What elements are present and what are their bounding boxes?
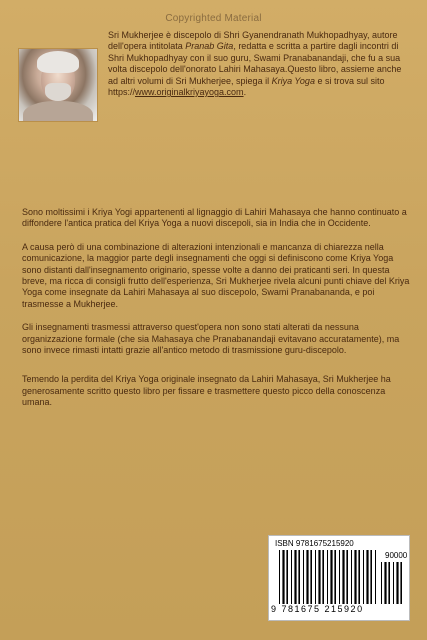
bio-text-4: .	[243, 87, 247, 98]
bio-kriya-yoga: Kriya Yoga	[271, 75, 315, 86]
barcode-bars-icon	[279, 550, 377, 604]
isbn-label: ISBN 9781675215920	[275, 539, 354, 548]
price-code: 90000	[385, 551, 408, 560]
bio-pranab-gita: Pranab Gita	[185, 41, 234, 52]
blurb	[22, 207, 412, 421]
photo-hair	[37, 51, 79, 73]
author-bio	[108, 30, 408, 98]
addon-barcode-bars-icon	[381, 562, 405, 604]
bio-text-2: , redatta e scritta a partire dagli incontri di Shri Mukhopadhyay con il suo guru, Swami Pranabanandaji, che fu a sua volta discepolo dell'onorato Lahiri Mahasaya.Questo libro, assieme anche ad altri volumi di Sri Mukherjee, spiega il	[108, 41, 402, 86]
bio-text-1: Sri Mukherjee è discepolo di Shri Gyanendranath Mukhopadhyay, autore dell'opera intitolata	[108, 30, 398, 52]
blurb-paragraph-1: Sono moltissimi i Kriya Yogi appartenenti al lignaggio di Lahiri Mahasaya che hanno continuato a diffondere l'antica pratica del Kriya Yoga a nuovi discepoli, sia in India che in Occidente.	[22, 207, 407, 229]
blurb-paragraph-2: A causa però di una combinazione di alterazioni intenzionali e mancanza di chiarezza nella comunicazione, la maggior parte degli insegnamenti che oggi si definiscono come Kriya Yoga sono distanti dall'insegnamento originario, spesse volte a danno dei praticanti seri. In questa breve, ma ricca di consigli frutto dell'esperienza, Sri Mukherjee rivela alcuni punti chiave del Kriya Yoga come insegnate da Lahiri Mahasaya al suo discepolo, Swami Pranabananda, e poi trasmesse a Mukherjee.	[22, 241, 410, 309]
copyright-watermark: Copyrighted Material	[165, 13, 262, 24]
isbn-barcode	[268, 535, 410, 621]
blurb-paragraph-4: Temendo la perdita del Kriya Yoga originale insegnato da Lahiri Mahasaya, Sri Mukherjee ha generosamente scritto questo libro per fissare e trasmettere questo picco della conoscenza umana.	[22, 374, 391, 408]
photo-shoulders	[23, 101, 93, 122]
barcode-digits: 9 781675 215920	[271, 604, 364, 614]
photo-beard	[45, 83, 71, 101]
author-photo	[18, 48, 98, 122]
bio-text-3: e si trova sul sito https://	[108, 75, 385, 98]
website-link[interactable]: www.originalkriyayoga.com	[135, 87, 244, 98]
blurb-paragraph-3: Gli insegnamenti trasmessi attraverso quest'opera non sono stati alterati da nessuna organizzazione formale (che sia Mahasaya che Pranabanandaji evitavano accuratamente), ma sono invece rimasti intatti grazie all'antico metodo di trasmissione guru-discepolo.	[22, 322, 400, 356]
